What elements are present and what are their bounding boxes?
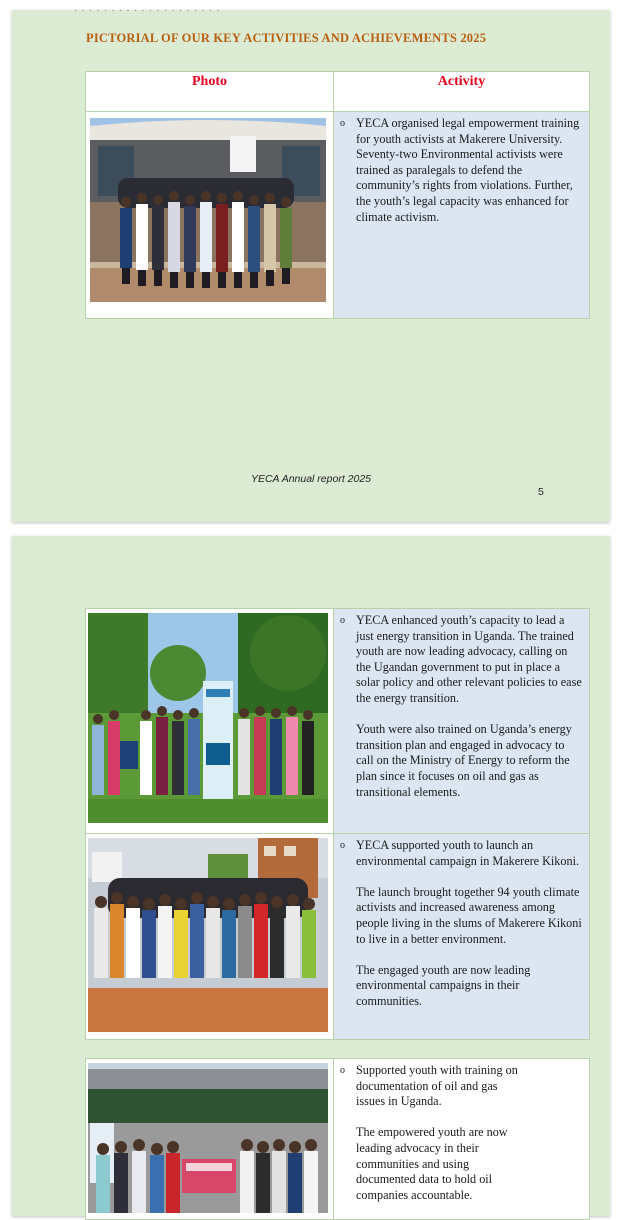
activity-text	[334, 834, 589, 1010]
activity-cell	[334, 1059, 590, 1220]
list-bullet: o	[340, 118, 345, 129]
activity-paragraph: The engaged youth are now leading environmental campaigns in their communities.	[356, 962, 531, 1008]
table-row	[86, 834, 590, 1040]
activities-table-continued	[85, 608, 590, 1040]
group-photo-legal-training	[90, 118, 326, 302]
photo-cell	[86, 112, 334, 319]
cut-off-text-line: · · · · · · · · · · · · · · · · · · · ·	[74, 5, 221, 17]
page-footer: YECA Annual report 2025	[250, 473, 372, 485]
activity-text	[334, 609, 589, 800]
table-header-row	[86, 72, 590, 112]
activity-column-header: Activity	[334, 72, 590, 112]
table-row	[86, 609, 590, 834]
photo-cell	[86, 609, 334, 834]
photo-cell	[86, 834, 334, 1040]
activity-cell	[334, 834, 590, 1040]
activity-paragraph: The launch brought together 94 youth climate activists and increased awareness among people living in the slums of Makerere Kikoni to live in a better environment.	[356, 884, 582, 946]
list-bullet: o	[340, 615, 345, 626]
table-row	[86, 1059, 590, 1220]
activity-text	[334, 112, 589, 225]
activity-cell	[334, 112, 590, 319]
activity-paragraph: YECA enhanced youth’s capacity to lead a just energy transition in Uganda. The trained youth are now leading advocacy, calling on the Ugandan government to put in place a solar policy and other relevant policies to ease the energy transition.	[356, 613, 582, 705]
report-page-6	[12, 536, 610, 1216]
photo-column-header: Photo	[86, 72, 334, 112]
activity-paragraph: YECA supported youth to launch an environmental campaign in Makerere Kikoni.	[356, 838, 580, 868]
group-photo-energy-transition	[88, 613, 328, 823]
activity-paragraph: The empowered youth are now leading advocacy in their communities and using documented data to hold oil companies accountable.	[356, 1125, 508, 1202]
activity-paragraph: Youth were also trained on Uganda’s energy transition plan and engaged in advocacy to call on the Ministry of Energy to reform the plan since it focuses on oil and gas as transitional elements.	[356, 722, 572, 799]
section-heading: PICTORIAL OF OUR KEY ACTIVITIES AND ACHIEVEMENTS 2025	[86, 31, 487, 45]
report-page-5	[12, 5, 610, 522]
page-number: 5	[538, 486, 544, 498]
group-photo-oil-gas-training	[88, 1063, 328, 1213]
photo-cell	[86, 1059, 334, 1220]
activity-cell	[334, 609, 590, 834]
group-photo-kikoni-campaign	[88, 838, 328, 1032]
activities-table	[85, 71, 590, 319]
list-bullet: o	[340, 840, 345, 851]
activity-paragraph: YECA organised legal empowerment training for youth activists at Makerere University. Seventy-two Environmental activists were trained as paralegals to defend the community’s rights from violations. Further, the youth’s legal capacity was enhanced for climate activism.	[356, 116, 580, 224]
list-bullet: o	[340, 1065, 345, 1076]
activities-table-continued-2	[85, 1058, 590, 1220]
activity-paragraph: Supported youth with training on documentation of oil and gas issues in Uganda.	[356, 1063, 518, 1109]
table-row	[86, 112, 590, 319]
activity-text	[334, 1059, 589, 1203]
